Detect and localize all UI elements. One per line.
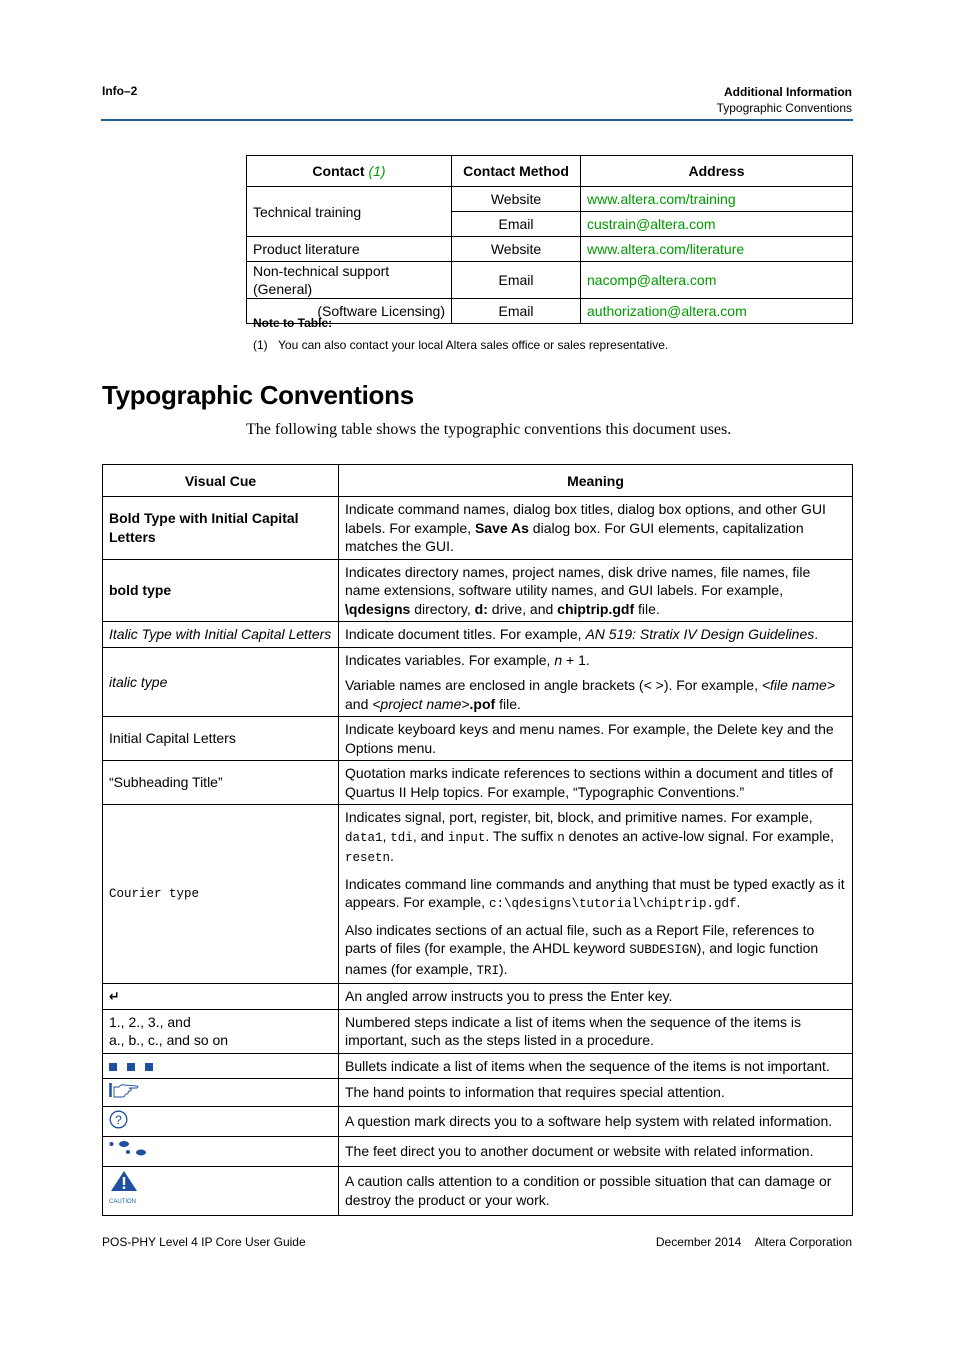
- meaning-cell: Indicates variables. For example, n + 1. Variable names are enclosed in angle brackets (< >). For example, <file name> and <project name>.pof file.: [339, 647, 853, 717]
- footer-company: Altera Corporation: [754, 1235, 852, 1249]
- running-header: [717, 84, 852, 116]
- intro-paragraph: The following table shows the typographic conventions this document uses.: [246, 421, 732, 438]
- table-row: [103, 1137, 853, 1167]
- table-row: [103, 805, 853, 984]
- meaning-cell: The hand points to information that requires special attention.: [339, 1079, 853, 1107]
- note-text: You can also contact your local Altera sales office or sales representative.: [278, 338, 669, 352]
- question-mark-icon: [103, 1106, 339, 1137]
- address-link[interactable]: authorization@altera.com: [587, 303, 747, 319]
- meaning-cell: A caution calls attention to a condition or possible situation that can damage or destroy the product or your work.: [339, 1166, 853, 1215]
- cue-cell: Bold Type with Initial Capital Letters: [103, 497, 339, 560]
- cue-cell: Initial Capital Letters: [103, 717, 339, 761]
- meaning-cell: Indicate command names, dialog box titles, dialog box options, and other GUI labels. For example, Save As dialog box. For GUI elements, capitalization matches the GUI.: [339, 497, 853, 560]
- page-number: Info–2: [102, 84, 138, 98]
- table-note-title: Note to Table:: [253, 316, 333, 330]
- cue-cell: Courier type: [103, 805, 339, 984]
- address-link[interactable]: nacomp@altera.com: [587, 272, 717, 288]
- method-cell: Email: [452, 299, 581, 324]
- cue-cell: 1., 2., 3., and a., b., c., and so on: [103, 1009, 339, 1053]
- address-link[interactable]: www.altera.com/training: [587, 191, 736, 207]
- table-header-row: [247, 156, 853, 187]
- table-row: [103, 1009, 853, 1053]
- footer-document-title: POS-PHY Level 4 IP Core User Guide: [102, 1235, 306, 1249]
- header-contact: Contact (1): [247, 156, 452, 187]
- table-row: [247, 262, 853, 299]
- meaning-cell: A question mark directs you to a software help system with related information.: [339, 1106, 853, 1137]
- table-row: [103, 1166, 853, 1215]
- meaning-cell: Indicates directory names, project names, disk drive names, file names, file name extensions, software utility names, and GUI labels. For example, \qdesigns directory, d: drive, and chiptrip.gdf file.: [339, 559, 853, 622]
- meaning-cell: The feet direct you to another document or website with related information.: [339, 1137, 853, 1167]
- cue-cell: bold type: [103, 559, 339, 622]
- header-meaning: Meaning: [339, 465, 853, 497]
- table-row: [103, 984, 853, 1010]
- header-visual-cue: Visual Cue: [103, 465, 339, 497]
- address-link[interactable]: www.altera.com/literature: [587, 241, 745, 257]
- footer-right: [656, 1235, 852, 1249]
- meaning-cell: Numbered steps indicate a list of items when the sequence of the items is important, such as the steps listed in a procedure.: [339, 1009, 853, 1053]
- table-row: [103, 1053, 853, 1079]
- contact-cell: Non-technical support (General): [247, 262, 452, 299]
- cue-cell: “Subheading Title”: [103, 761, 339, 805]
- caution-label: CAUTION: [109, 1199, 136, 1205]
- table-note: [253, 338, 668, 352]
- table-row: [103, 559, 853, 622]
- conventions-table: [102, 464, 853, 1216]
- meaning-cell: Bullets indicate a list of items when the sequence of the items is not important.: [339, 1053, 853, 1079]
- contact-table: [246, 155, 853, 324]
- caution-icon: [103, 1166, 339, 1215]
- table-header-row: [103, 465, 853, 497]
- svg-text:?: ?: [115, 1112, 122, 1127]
- section-title: Typographic Conventions: [716, 101, 852, 115]
- meaning-cell: Indicate keyboard keys and menu names. For example, the Delete key and the Options menu.: [339, 717, 853, 761]
- contact-cell: Product literature: [247, 237, 452, 262]
- meaning-cell: An angled arrow instructs you to press the Enter key.: [339, 984, 853, 1010]
- table-row: [103, 717, 853, 761]
- table-row: [103, 622, 853, 648]
- table-row: [103, 1106, 853, 1137]
- section-heading: Typographic Conventions: [102, 380, 414, 410]
- meaning-cell: Quotation marks indicate references to sections within a document and titles of Quartus II Help topics. For example, “Typographic Conventions.”: [339, 761, 853, 805]
- enter-arrow-icon: ↵: [103, 984, 339, 1010]
- method-cell: Email: [452, 262, 581, 299]
- cue-cell: Italic Type with Initial Capital Letters: [103, 622, 339, 648]
- footer-date: December 2014: [655, 1235, 742, 1249]
- chapter-title: Additional Information: [724, 85, 852, 99]
- table-row: [247, 237, 853, 262]
- bullet-squares-icon: [103, 1053, 339, 1079]
- method-cell: Website: [452, 187, 581, 212]
- meaning-cell: Indicate document titles. For example, AN 519: Stratix IV Design Guidelines.: [339, 622, 853, 648]
- cue-cell: italic type: [103, 647, 339, 717]
- table-row: [103, 497, 853, 560]
- note-link[interactable]: (1): [368, 163, 386, 179]
- header-rule: [101, 119, 853, 121]
- table-row: [103, 647, 853, 717]
- table-row: [103, 761, 853, 805]
- method-cell: Email: [452, 212, 581, 237]
- method-cell: Website: [452, 237, 581, 262]
- pointing-hand-icon: [103, 1079, 339, 1107]
- feet-icon: [103, 1137, 339, 1167]
- note-number: (1): [253, 338, 268, 352]
- contact-cell: Technical training: [247, 187, 452, 237]
- address-link[interactable]: custrain@altera.com: [587, 216, 716, 232]
- header-address: Address: [581, 156, 853, 187]
- header-method: Contact Method: [452, 156, 581, 187]
- table-row: [247, 299, 853, 324]
- contact-cell: (Software Licensing): [247, 299, 452, 324]
- table-row: [103, 1079, 853, 1107]
- table-row: [247, 187, 853, 212]
- meaning-cell: Indicates signal, port, register, bit, block, and primitive names. For example, data1, tdi, and input. The suffix n denotes an active-low signal. For example, resetn. Indicates command line commands and anything that must be typed exactly as it appears. For example, c:\qdesigns\tutorial\chiptrip.gdf. Also indicates sections of an actual file, such as a Report File, references to parts of files (for example, the AHDL keyword SUBDESIGN), and logic function names (for example, TRI).: [339, 805, 853, 984]
